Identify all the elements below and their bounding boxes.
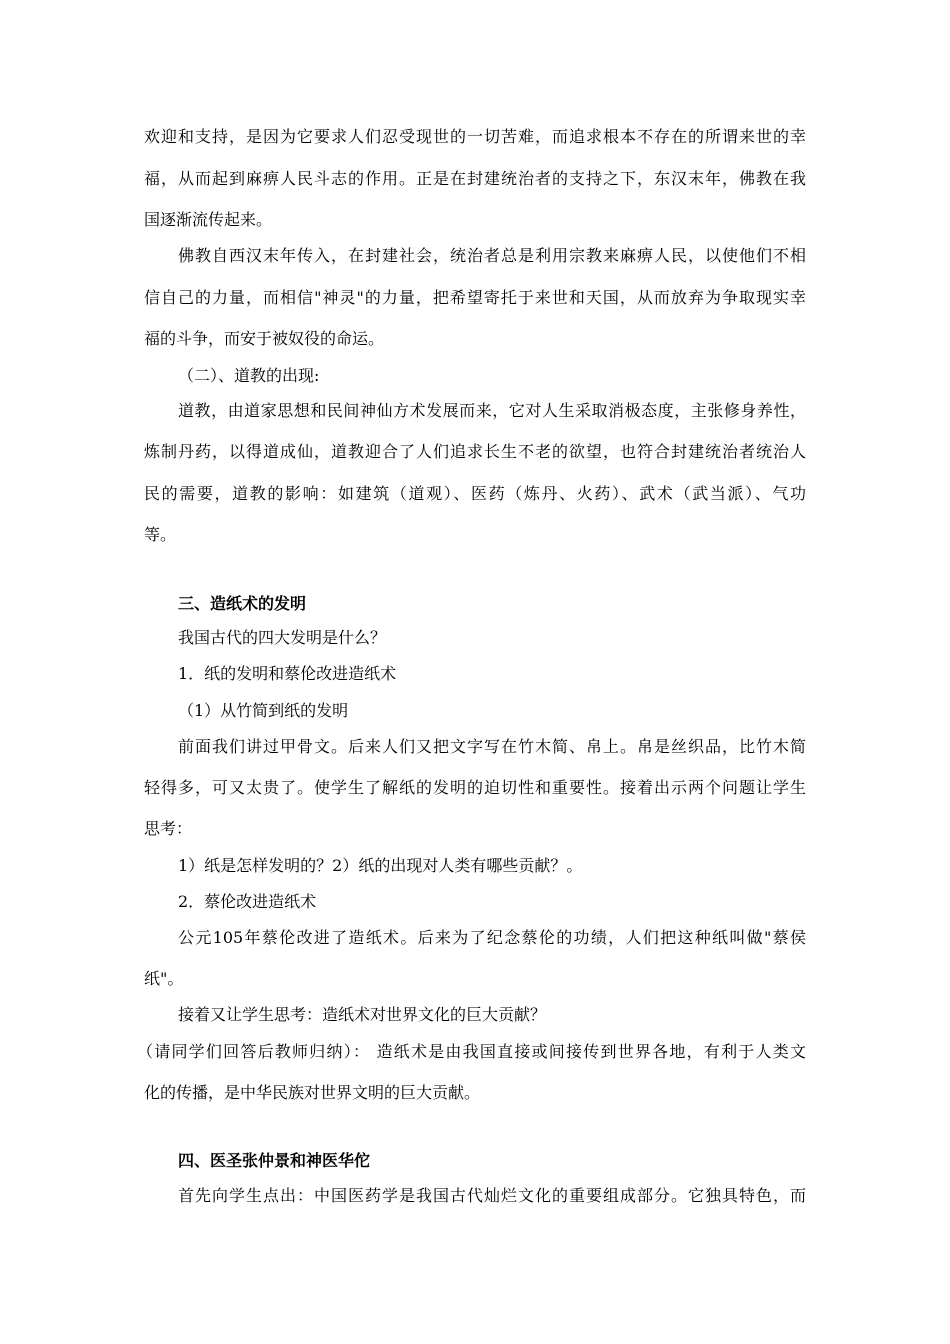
- paragraph-line: 接着又让学生思考：造纸术对世界文化的巨大贡献？: [178, 1005, 547, 1024]
- section-heading: 三、造纸术的发明: [178, 594, 307, 613]
- subsection-heading: （二）、道教的出现:: [178, 366, 320, 385]
- paragraph-line: 信自己的力量，而相信"神灵"的力量，把希望寄托于来世和天国，从而放弃为争取现实幸: [144, 288, 806, 307]
- paragraph-line: 公元105年蔡伦改进了造纸术。后来为了纪念蔡伦的功绩，人们把这种纸叫做"蔡侯: [178, 928, 806, 947]
- paragraph-line: 1）纸是怎样发明的？2）纸的出现对人类有哪些贡献？。: [178, 856, 583, 875]
- subsection-heading: （1）从竹简到纸的发明: [178, 701, 349, 720]
- subsection-heading: 2．蔡伦改进造纸术: [178, 892, 317, 911]
- paragraph-line: 佛教自西汉末年传入，在封建社会，统治者总是利用宗教来麻痹人民，以使他们不相: [178, 246, 806, 265]
- paragraph-line: 民的需要，道教的影响：如建筑（道观）、医药（炼丹、火药）、武术（武当派）、气功: [144, 484, 806, 503]
- paragraph-line: 首先向学生点出：中国医药学是我国古代灿烂文化的重要组成部分。它独具特色，而: [178, 1186, 806, 1205]
- paragraph-line: 炼制丹药，以得道成仙，道教迎合了人们追求长生不老的欲望，也符合封建统治者统治人: [144, 442, 806, 461]
- paragraph-line: 我国古代的四大发明是什么？: [178, 628, 387, 647]
- paragraph-line: 欢迎和支持，是因为它要求人们忍受现世的一切苦难，而追求根本不存在的所谓来世的幸: [144, 127, 806, 146]
- paragraph-line: 道教，由道家思想和民间神仙方术发展而来，它对人生采取消极态度，主张修身养性，: [178, 401, 806, 420]
- paragraph-line: 福的斗争，而安于被奴役的命运。: [144, 329, 385, 348]
- paragraph-line: 前面我们讲过甲骨文。后来人们又把文字写在竹木简、帛上。帛是丝织品，比竹木简: [178, 737, 806, 756]
- paragraph-line: （请同学们回答后教师归纳）： 造纸术是由我国直接或间接传到世界各地，有利于人类文: [137, 1042, 806, 1061]
- paragraph-line: 纸"。: [144, 969, 184, 988]
- paragraph-line: 化的传播，是中华民族对世界文明的巨大贡献。: [144, 1083, 481, 1102]
- paragraph-line: 思考：: [144, 819, 193, 838]
- subsection-heading: 1．纸的发明和蔡伦改进造纸术: [178, 664, 397, 683]
- section-heading: 四、医圣张仲景和神医华佗: [178, 1151, 371, 1170]
- paragraph-line: 轻得多，可又太贵了。使学生了解纸的发明的迫切性和重要性。接着出示两个问题让学生: [144, 778, 806, 797]
- paragraph-line: 福，从而起到麻痹人民斗志的作用。正是在封建统治者的支持之下，东汉末年，佛教在我: [144, 169, 806, 188]
- paragraph-line: 等。: [144, 525, 177, 544]
- paragraph-line: 国逐渐流传起来。: [144, 210, 273, 229]
